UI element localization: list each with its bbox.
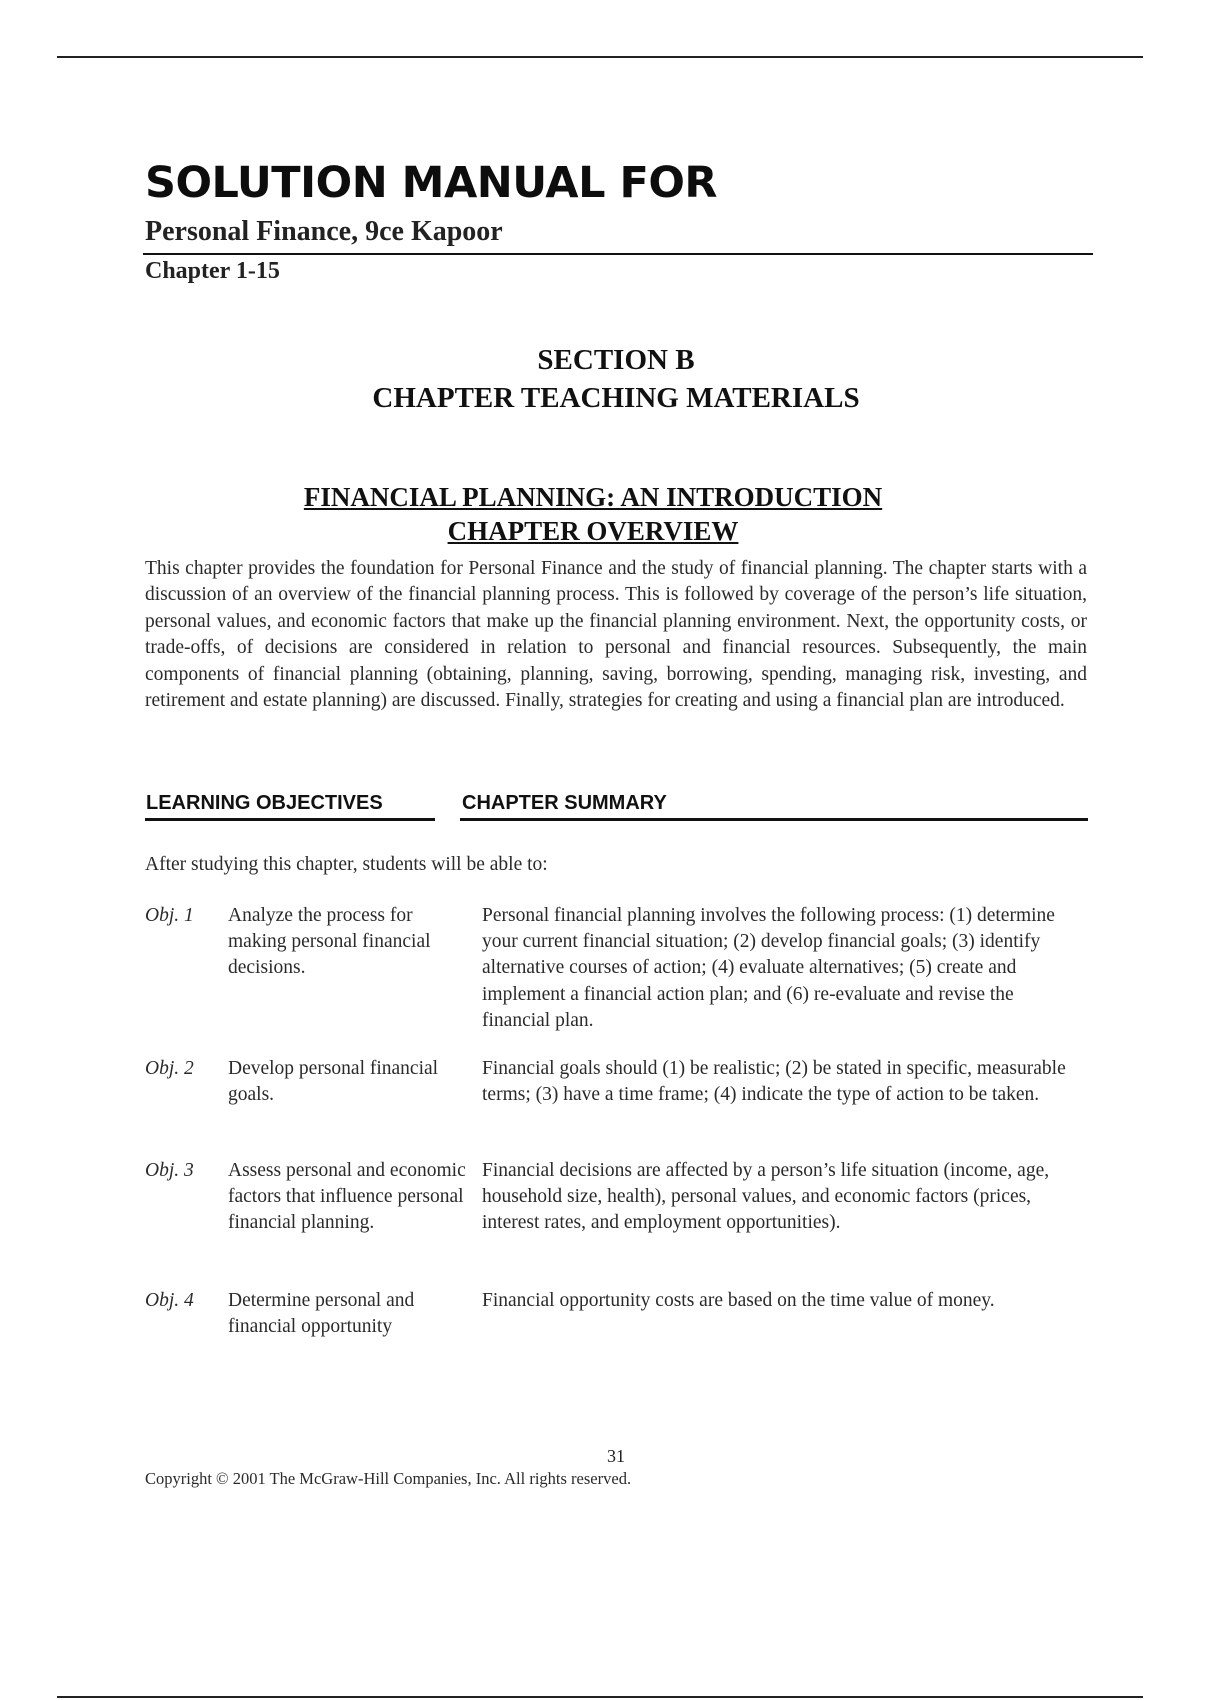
chapter-summary-heading: CHAPTER SUMMARY	[462, 792, 667, 814]
book-title: Personal Finance, 9ce Kapoor	[145, 216, 503, 247]
chapter-overview-text: This chapter provides the foundation for Personal Finance and the study of financial planning. The chapter starts with a discussion of an overview of the financial planning process. This is followed by coverage of the person’s life situation, personal values, and economic factors that make up the financial planning environment. Next, the opportunity costs, or trade-offs, of decisions are considered in relation to personal and financial resources. Subsequently, the main components of financial planning (obtaining, planning, saving, borrowing, spending, managing risk, investing, and retirement and estate planning) are discussed. Finally, strategies for creating and using a financial plan are introduced.	[145, 558, 1087, 712]
learning-objectives-heading: LEARNING OBJECTIVES	[146, 792, 383, 814]
copyright-notice: Copyright © 2001 The McGraw-Hill Companies, Inc. All rights reserved.	[145, 1469, 632, 1488]
objective-text: Determine personal and financial opportunity	[228, 1290, 415, 1338]
learning-objectives-rule	[145, 818, 435, 821]
objective-row	[145, 903, 1095, 1035]
objective-summary: Personal financial planning involves the following process: (1) determine your current financial situation; (2) develop financial goals; (3) identify alternative courses of action; (4) evaluate alternatives; (5) create and implement a financial action plan; and (6) re-evaluate and revise the financial plan.	[482, 905, 1055, 1031]
objective-summary: Financial opportunity costs are based on the time value of money.	[482, 1290, 995, 1311]
chapter-range: Chapter 1-15	[145, 258, 280, 284]
section-heading: SECTION B	[537, 344, 695, 376]
objective-number: Obj. 3	[145, 1160, 194, 1181]
objective-text: Analyze the process for making personal financial decisions.	[228, 905, 431, 979]
top-rule	[57, 56, 1143, 58]
objective-number: Obj. 1	[145, 905, 194, 926]
objectives-intro: After studying this chapter, students will be able to:	[145, 854, 548, 875]
chapter-title: FINANCIAL PLANNING: AN INTRODUCTION	[303, 482, 883, 512]
chapter-summary-rule	[460, 818, 1088, 821]
objective-row	[145, 1288, 1095, 1338]
objective-text: Assess personal and economic factors that influence personal financial planning.	[228, 1160, 466, 1234]
chapter-overview-heading: CHAPTER OVERVIEW	[447, 516, 739, 546]
section-subheading: CHAPTER TEACHING MATERIALS	[372, 382, 860, 414]
objective-summary: Financial decisions are affected by a person’s life situation (income, age, household size, health), personal values, and economic factors (prices, interest rates, and employment opportunities).	[482, 1160, 1050, 1234]
manual-title: SOLUTION MANUAL FOR	[145, 158, 717, 208]
title-divider	[143, 253, 1093, 255]
objective-text: Develop personal financial goals.	[228, 1058, 439, 1106]
bottom-rule	[57, 1696, 1143, 1698]
page-number: 31	[607, 1446, 625, 1466]
objective-number: Obj. 2	[145, 1058, 194, 1079]
objective-row	[145, 1056, 1095, 1136]
objective-summary: Financial goals should (1) be realistic; (2) be stated in specific, measurable terms; (3) have a time frame; (4) indicate the type of action to be taken.	[482, 1058, 1066, 1106]
objective-row	[145, 1158, 1095, 1268]
objective-number: Obj. 4	[145, 1290, 194, 1311]
